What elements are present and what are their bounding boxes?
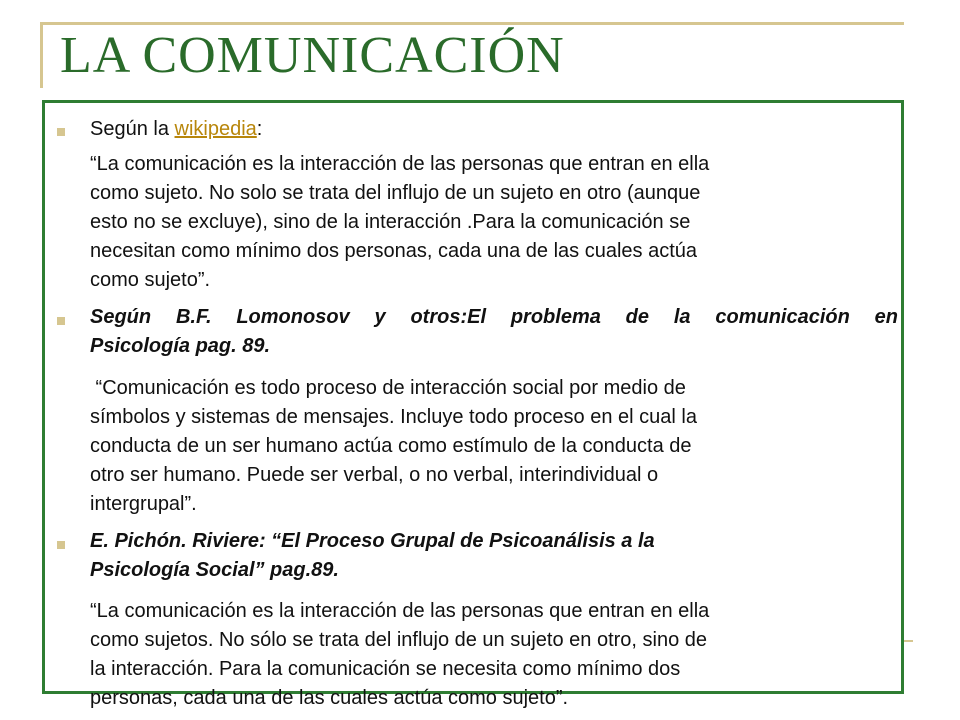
item-heading-line: Psicología pag. 89. — [90, 335, 271, 357]
quote-line: la interacción. Para la comunicación se necesita como mínimo dos — [90, 658, 681, 680]
quote-line: “La comunicación es la interacción de las personas que entran en ella — [90, 153, 710, 175]
left-rule — [40, 22, 43, 88]
item-heading-line: Psicología Social” pag.89. — [90, 559, 339, 581]
quote-line: símbolos y sistemas de mensajes. Incluye todo proceso en el cual la — [90, 406, 697, 428]
item-heading — [90, 115, 262, 144]
item-heading-line: E. Pichón. Riviere: “El Proceso Grupal de Psicoanálisis a la — [90, 530, 655, 552]
quote-line: necesitan como mínimo dos personas, cada una de las cuales actúa — [90, 240, 698, 262]
quote-line: intergrupal”. — [90, 493, 197, 515]
quote-line: “La comunicación es la interacción de las personas que entran en ella — [90, 600, 710, 622]
quote-line: “Comunicación es todo proceso de interacción social por medio de — [90, 377, 686, 399]
bullet-marker — [57, 541, 65, 549]
wikipedia-link[interactable]: wikipedia — [174, 118, 257, 140]
quote-line: otro ser humano. Puede ser verbal, o no verbal, interindividual o — [90, 464, 659, 486]
quote-line: como sujeto”. — [90, 269, 211, 291]
content-box — [42, 100, 904, 709]
quote-line: esto no se excluye), sino de la interacción .Para la comunicación se — [90, 211, 691, 233]
heading-prefix: Según la — [90, 118, 175, 140]
top-rule — [40, 22, 904, 25]
slide-title: LA COMUNICACIÓN — [60, 27, 565, 84]
quote-line: personas, cada una de las cuales actúa como sujeto”. — [90, 687, 569, 709]
quote-line: como sujeto. No solo se trata del influjo de un sujeto en otro (aunque — [90, 182, 701, 204]
item-heading-line: Según B.F. Lomonosov y otros:El problema de la comunicación en — [90, 306, 898, 328]
bullet-marker — [57, 317, 65, 325]
right-rule — [903, 640, 913, 642]
quote-line: como sujetos. No sólo se trata del influjo de un sujeto en otro, sino de — [90, 629, 708, 651]
quote-line: conducta de un ser humano actúa como estímulo de la conducta de — [90, 435, 692, 457]
bullet-marker — [57, 128, 65, 136]
heading-suffix: : — [256, 118, 263, 140]
